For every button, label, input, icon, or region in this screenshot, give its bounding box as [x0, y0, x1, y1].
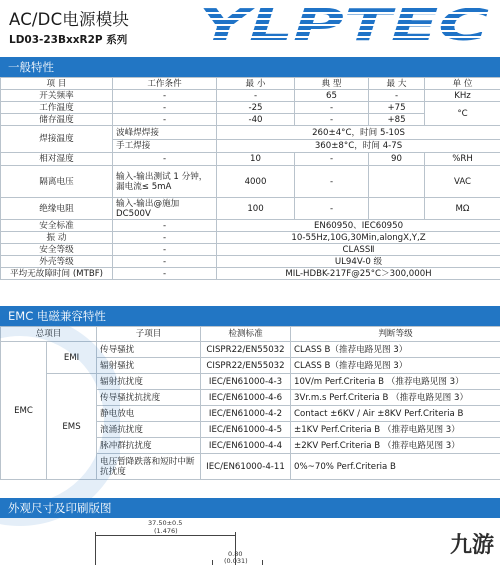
col-item: 项 目 — [1, 78, 113, 90]
dim-line — [262, 560, 263, 565]
cell: - — [295, 153, 369, 166]
cell: 安全等级 — [1, 244, 113, 256]
cell: 360±8°C，时间 4-7S — [217, 140, 500, 153]
cell: 10-55Hz,10G,30Min,alongX,Y,Z — [217, 232, 500, 244]
cell: Contact ±6KV / Air ±8KV Perf.Criteria B — [291, 406, 500, 422]
cell: 脉冲群抗扰度 — [97, 438, 201, 454]
col-condition: 工作条件 — [113, 78, 217, 90]
table-header-row — [1, 327, 500, 342]
cell: 传导骚扰抗扰度 — [97, 390, 201, 406]
cell — [369, 198, 425, 220]
table-row — [1, 374, 500, 390]
corner-watermark: 九游 — [449, 533, 494, 558]
general-spec-table — [0, 77, 500, 280]
cell: 10 — [217, 153, 295, 166]
col-level: 判断等级 — [291, 327, 500, 342]
cell: -40 — [217, 114, 295, 126]
dim-width-inch-label: (1.476) — [154, 527, 178, 535]
svg-text:YLPTEC: YLPTEC — [199, 2, 489, 46]
document-header — [0, 0, 500, 50]
cell: 传导骚扰 — [97, 342, 201, 358]
dimension-drawing — [0, 520, 500, 565]
table-row — [1, 90, 500, 102]
cell: - — [217, 90, 295, 102]
cell: 手工焊接 — [113, 140, 217, 153]
cell: - — [113, 220, 217, 232]
cell: - — [113, 102, 217, 114]
cell: EMC — [1, 342, 47, 480]
cell: 开关频率 — [1, 90, 113, 102]
cell: - — [295, 102, 369, 114]
col-standard: 检测标准 — [201, 327, 291, 342]
cell: 储存温度 — [1, 114, 113, 126]
cell: 静电放电 — [97, 406, 201, 422]
cell: 外壳等级 — [1, 256, 113, 268]
dim-line — [212, 560, 213, 565]
cell: - — [113, 153, 217, 166]
cell: 3Vr.m.s Perf.Criteria B （推荐电路见图 3） — [291, 390, 500, 406]
cell: MΩ — [425, 198, 500, 220]
cell: 隔离电压 — [1, 166, 113, 198]
cell: 波峰焊焊接 — [113, 126, 217, 140]
cell: 65 — [295, 90, 369, 102]
cell: -25 — [217, 102, 295, 114]
cell: - — [113, 114, 217, 126]
cell: 0%~70% Perf.Criteria B — [291, 454, 500, 480]
emc-table — [0, 326, 500, 480]
product-title: AC/DC电源模块 — [9, 10, 130, 29]
cell: UL94V-0 级 — [217, 256, 500, 268]
cell: 电压暂降跌落和短时中断抗扰度 — [97, 454, 201, 480]
dim-thick-label: 0.80 — [228, 550, 243, 558]
cell: 平均无故障时间 (MTBF) — [1, 268, 113, 280]
cell: EN60950、IEC60950 — [217, 220, 500, 232]
cell: °C — [425, 102, 500, 126]
cell: IEC/EN61000-4-2 — [201, 406, 291, 422]
cell: EMI — [47, 342, 97, 374]
cell: KHz — [425, 90, 500, 102]
dim-width-label: 37.50±0.5 — [148, 519, 183, 527]
cell: 4000 — [217, 166, 295, 198]
cell: 工作温度 — [1, 102, 113, 114]
table-row — [1, 126, 500, 140]
table-row — [1, 198, 500, 220]
section-dimension-title: 外观尺寸及印刷版图 — [0, 498, 500, 518]
cell: 绝缘电阻 — [1, 198, 113, 220]
table-row — [1, 268, 500, 280]
table-row — [1, 244, 500, 256]
dim-line — [95, 535, 235, 536]
cell: EMS — [47, 374, 97, 480]
cell: - — [113, 268, 217, 280]
cell: 10V/m Perf.Criteria B （推荐电路见图 3） — [291, 374, 500, 390]
col-typ: 典 型 — [295, 78, 369, 90]
cell: 辐射抗扰度 — [97, 374, 201, 390]
section-emc-title: EMC 电磁兼容特性 — [0, 306, 500, 326]
table-header-row — [1, 78, 500, 90]
cell: CLASS B（推荐电路见图 3） — [291, 342, 500, 358]
cell: 振 动 — [1, 232, 113, 244]
table-row — [1, 342, 500, 358]
brand-logo — [197, 2, 493, 46]
table-row — [1, 102, 500, 114]
cell: - — [113, 244, 217, 256]
col-unit: 单 位 — [425, 78, 500, 90]
dim-thick-inch-label: (0.031) — [224, 557, 248, 565]
cell: IEC/EN61000-4-6 — [201, 390, 291, 406]
cell: - — [113, 232, 217, 244]
cell: VAC — [425, 166, 500, 198]
cell — [369, 166, 425, 198]
cell: CLASSⅡ — [217, 244, 500, 256]
cell: - — [369, 90, 425, 102]
cell: CISPR22/EN55032 — [201, 342, 291, 358]
table-row — [1, 153, 500, 166]
cell: +75 — [369, 102, 425, 114]
cell: 焊接温度 — [1, 126, 113, 153]
cell: 输入-输出测试 1 分钟，漏电流≤ 5mA — [113, 166, 217, 198]
cell: CISPR22/EN55032 — [201, 358, 291, 374]
cell: MIL-HDBK-217F@25°C＞300,000H — [217, 268, 500, 280]
col-min: 最 小 — [217, 78, 295, 90]
cell: 100 — [217, 198, 295, 220]
table-row — [1, 256, 500, 268]
table-row — [1, 220, 500, 232]
cell: IEC/EN61000-4-5 — [201, 422, 291, 438]
cell: CLASS B（推荐电路见图 3） — [291, 358, 500, 374]
section-general-title: 一般特性 — [0, 57, 500, 77]
cell: 260±4°C，时间 5-10S — [217, 126, 500, 140]
dim-line — [95, 532, 96, 565]
cell: 输入-输出@施加 DC500V — [113, 198, 217, 220]
cell: IEC/EN61000-4-11 — [201, 454, 291, 480]
cell: - — [295, 166, 369, 198]
col-group: 总项目 — [1, 327, 97, 342]
cell: - — [295, 114, 369, 126]
col-max: 最 大 — [369, 78, 425, 90]
table-row — [1, 232, 500, 244]
cell: - — [113, 90, 217, 102]
cell: 90 — [369, 153, 425, 166]
cell: - — [295, 198, 369, 220]
cell: %RH — [425, 153, 500, 166]
cell: ±2KV Perf.Criteria B （推荐电路见图 3） — [291, 438, 500, 454]
cell: 相对湿度 — [1, 153, 113, 166]
product-model: LD03-23BxxR2P 系列 — [9, 34, 128, 46]
cell: ±1KV Perf.Criteria B （推荐电路见图 3） — [291, 422, 500, 438]
table-row — [1, 166, 500, 198]
cell: IEC/EN61000-4-4 — [201, 438, 291, 454]
cell: - — [113, 256, 217, 268]
cell: 安全标准 — [1, 220, 113, 232]
col-subitem: 子项目 — [97, 327, 201, 342]
cell: +85 — [369, 114, 425, 126]
cell: IEC/EN61000-4-3 — [201, 374, 291, 390]
cell: 浪涌抗扰度 — [97, 422, 201, 438]
cell: 辐射骚扰 — [97, 358, 201, 374]
